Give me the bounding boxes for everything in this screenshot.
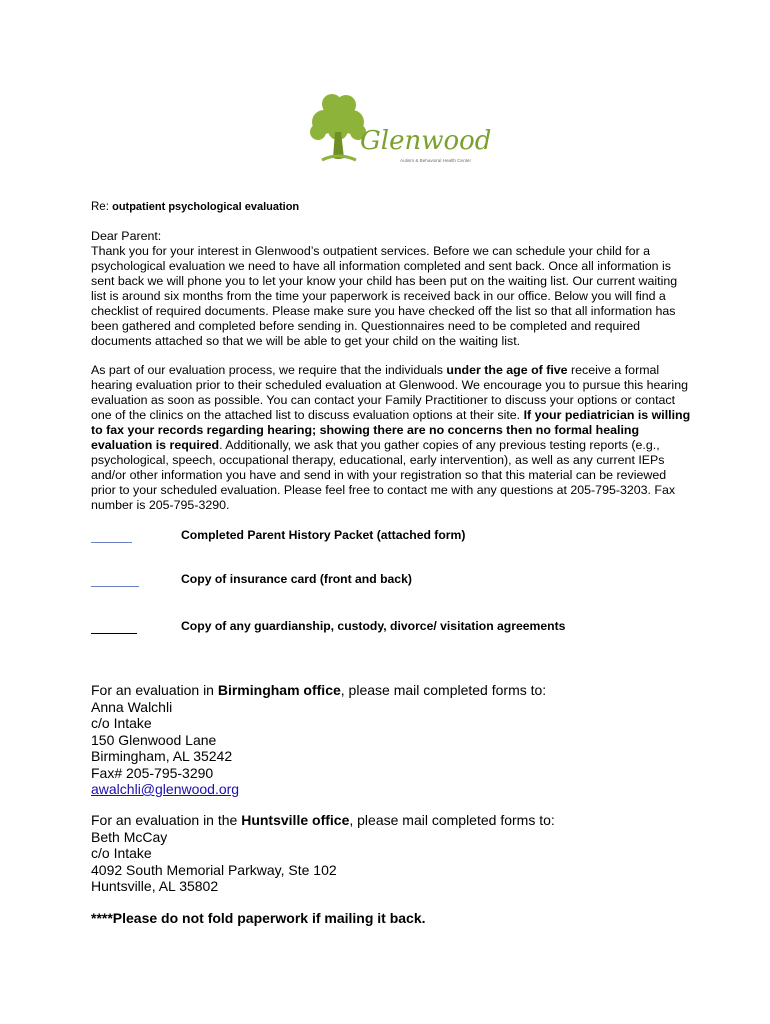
logo-name: Glenwood xyxy=(360,126,492,156)
re-prefix: Re: xyxy=(91,201,109,213)
intro-paragraph: Thank you for your interest in Glenwood’s outpatient services. Before we can schedule your child for a psychological evaluation we need to have all information completed and sent back. Once all information is sent back we will phone you to let your know your child has been put on the waiting list. Our current waiting list is around six months from the time your paperwork is received back in our office. Below you will find a checklist of required documents. Please make sure you have checked off the list so that all information has been gathered and completed before sending in. Questionnaires need to be completed and required documents attached so that we will be able to get your child on the waiting list. xyxy=(91,244,678,348)
hearing-text-2: receive a formal hearing evaluation prior to their scheduled evaluation at Glenwood. We encourage you to pursue this hearing evaluation as soon as possible. You can contact your Family Practitioner to discuss your options or contact one of the clinics on the attached list to discuss evaluation options at their site. xyxy=(91,363,688,422)
logo-tagline: Autism & Behavioral Health Center xyxy=(400,158,471,163)
huntsville-city: Huntsville, AL 35802 xyxy=(91,878,219,894)
checklist-label: Copy of insurance card (front and back) xyxy=(181,572,412,586)
huntsville-intro-before: For an evaluation in the xyxy=(91,812,242,828)
re-subject: outpatient psychological evaluation xyxy=(112,201,300,213)
birmingham-office: Birmingham office xyxy=(217,682,341,698)
greeting: Dear Parent: xyxy=(91,229,162,243)
huntsville-contact-name: Beth McCay xyxy=(91,828,168,845)
birmingham-intro xyxy=(91,682,546,699)
birmingham-care-of: c/o Intake xyxy=(91,715,152,731)
re-line xyxy=(91,200,299,214)
hearing-paragraph xyxy=(91,363,691,513)
huntsville-address xyxy=(91,812,555,895)
checklist-label: Completed Parent History Packet (attached form) xyxy=(181,528,466,542)
birmingham-intro-after: , please mail completed forms to: xyxy=(340,682,547,698)
check-blank[interactable] xyxy=(91,633,137,634)
hearing-bold-pediatrician: If your pediatrician is willing to fax your records regarding hearing; showing there are no concerns then no formal healing evaluation is required xyxy=(91,408,691,452)
huntsville-office: Huntsville office xyxy=(241,812,350,828)
hearing-text-1: As part of our evaluation process, we require that the individuals xyxy=(91,363,447,377)
birmingham-intro-before: For an evaluation in xyxy=(91,682,218,698)
check-blank[interactable] xyxy=(91,586,139,587)
birmingham-city: Birmingham, AL 35242 xyxy=(91,748,233,764)
birmingham-fax: Fax# 205-795-3290 xyxy=(91,764,214,781)
check-blank[interactable] xyxy=(91,542,132,543)
birmingham-email-link[interactable]: awalchli@glenwood.org xyxy=(91,781,240,797)
birmingham-street: 150 Glenwood Lane xyxy=(91,731,217,748)
huntsville-street: 4092 South Memorial Parkway, Ste 102 xyxy=(91,861,337,878)
huntsville-intro-after: , please mail completed forms to: xyxy=(349,812,555,828)
birmingham-address xyxy=(91,682,546,798)
birmingham-contact-name: Anna Walchli xyxy=(91,698,173,715)
intro-block xyxy=(91,229,691,349)
glenwood-logo xyxy=(302,92,492,168)
huntsville-intro xyxy=(91,812,555,829)
checklist-label: Copy of any guardianship, custody, divorce/ visitation agreements xyxy=(181,619,566,633)
mailing-notice: ****Please do not fold paperwork if mailing it back. xyxy=(91,910,426,926)
huntsville-care-of: c/o Intake xyxy=(91,845,152,861)
hearing-text-3: . Additionally, we ask that you gather copies of any previous testing reports (e.g., psychological, speech, occupational therapy, educational, early intervention), as well as any current IEPs and/or other information you have and send in with your registration so that this material can be reviewed prior to your scheduled evaluation. Please feel free to contact me with any questions at 205-795-3203. Fax number is 205-795-3290. xyxy=(91,438,676,512)
tree-logo-icon xyxy=(302,92,492,168)
hearing-bold-age: under the age of five xyxy=(446,363,568,377)
